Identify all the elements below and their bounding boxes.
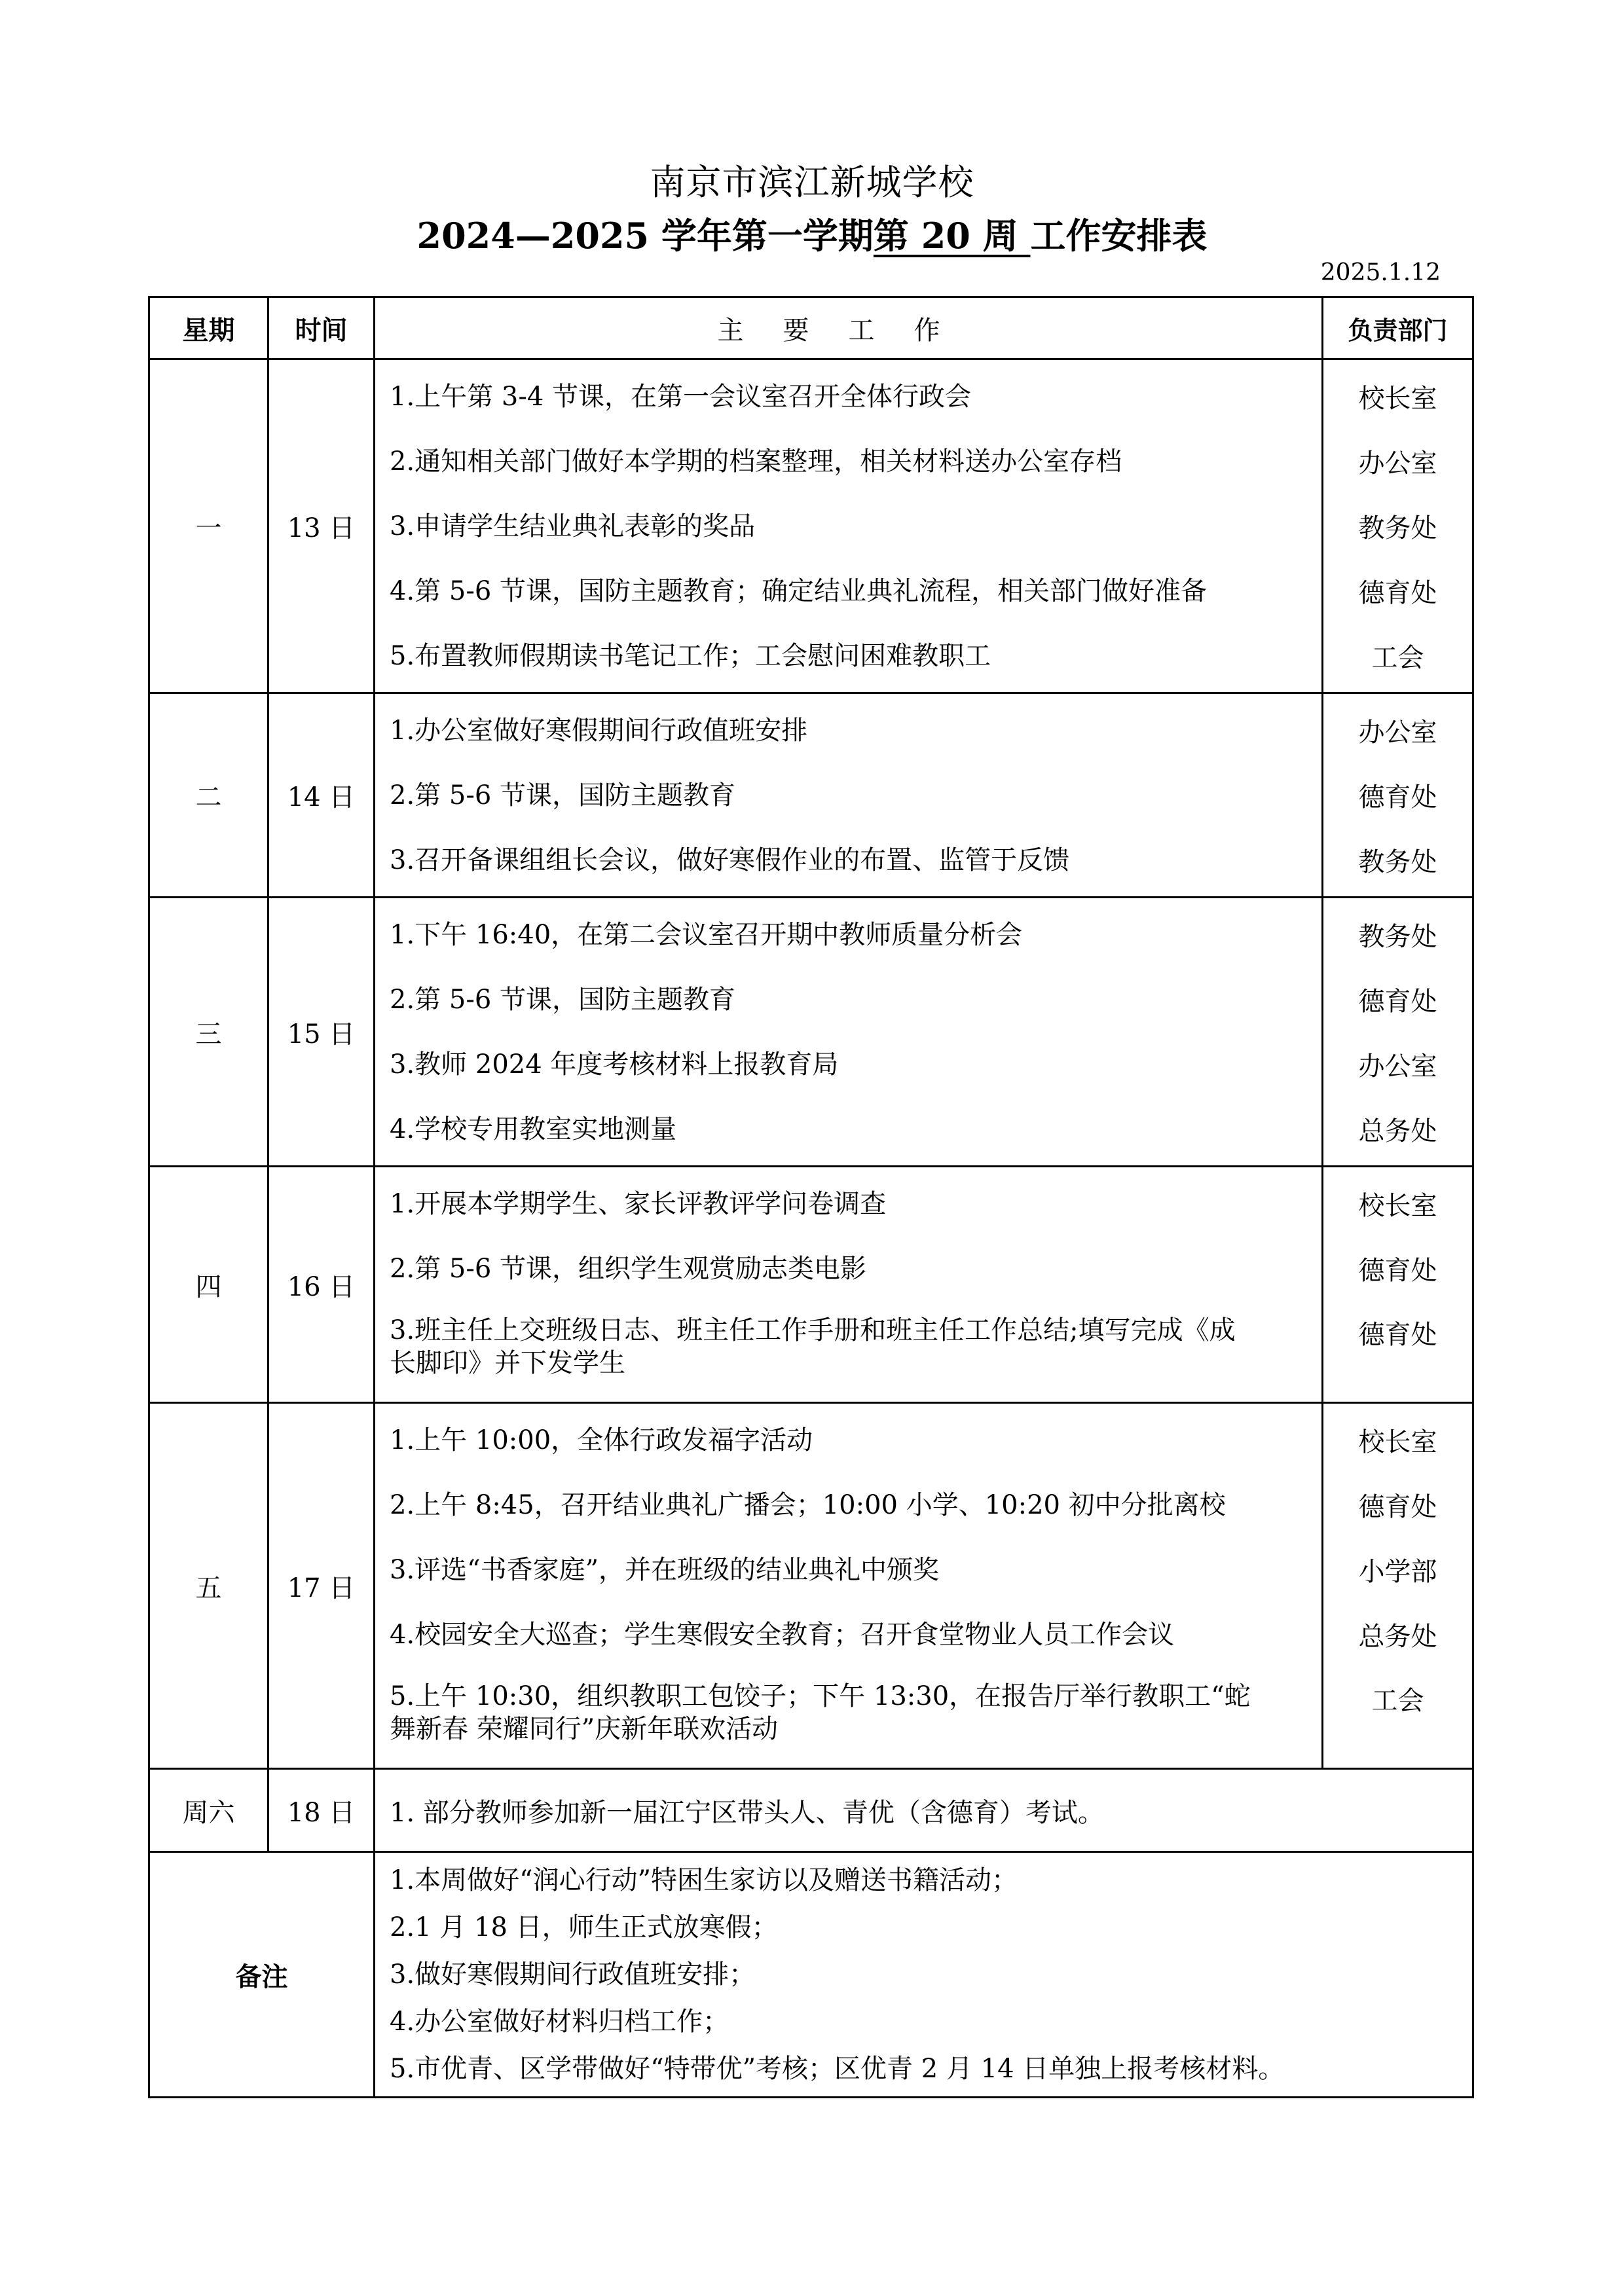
department-name: 办公室: [1358, 1051, 1437, 1082]
work-item-text: 1.上午第 3-4 节课，在第一会议室召开全体行政会: [390, 381, 972, 412]
department-name: 德育处: [1358, 1256, 1437, 1286]
work-item-text: 3.召开备课组组长会议，做好寒假作业的布置、监管于反馈: [390, 845, 1070, 875]
work-item: [390, 763, 1314, 828]
work-item-text: 2.上午 8:45，召开结业典礼广播会；10:00 小学、10:20 初中分批离校: [390, 1489, 1226, 1520]
department-name: 工会: [1371, 1686, 1424, 1716]
document-title: [0, 208, 1624, 259]
department-name: 教务处: [1358, 513, 1437, 543]
document-date: 2025.1.12: [1320, 259, 1441, 286]
work-item-text-wrap: [390, 1252, 866, 1285]
header-main-work: 主要工作: [375, 297, 1323, 359]
work-item: [390, 828, 1314, 892]
weekday-cell: 三: [149, 898, 268, 1167]
header-weekday: 星期: [149, 297, 268, 359]
department-name: 总务处: [1358, 1116, 1437, 1146]
schedule-table: [148, 296, 1474, 2098]
day-row: [149, 1167, 1473, 1403]
work-item: [390, 364, 1314, 429]
work-item: [390, 1301, 1314, 1398]
work-item: [390, 558, 1314, 623]
department-name: 校长室: [1358, 1427, 1437, 1457]
work-item-text-wrap: [390, 919, 1022, 951]
day-row: [149, 898, 1473, 1167]
work-item-text-wrap: [390, 1618, 1174, 1651]
department-name: 德育处: [1358, 782, 1437, 812]
weekday-cell: 一: [149, 359, 268, 693]
work-item-text-wrap: [390, 510, 755, 543]
title-week: 第 20 周: [873, 215, 1031, 257]
work-item-text: 4.学校专用教室实地测量: [390, 1114, 677, 1144]
work-item-text: 3.教师 2024 年度考核材料上报教育局: [390, 1049, 839, 1080]
school-name: 南京市滨江新城学校: [650, 162, 974, 203]
work-item-text-wrap: [390, 714, 807, 747]
department-name: 教务处: [1358, 847, 1437, 877]
work-items-cell: [375, 898, 1323, 1167]
work-item-text-wrap: [390, 1554, 939, 1586]
work-item-text-wrap: [390, 380, 971, 413]
title-suffix: 工作安排表: [1030, 215, 1208, 257]
saturday-date: 18 日: [268, 1769, 375, 1852]
work-item-text-wrap: [390, 575, 1207, 608]
header-time: 时间: [268, 297, 375, 359]
work-item-text: 1.上午 10:00，全体行政发福字活动: [390, 1425, 813, 1455]
work-item-text-wrap: [390, 1680, 1251, 1745]
day-row: [149, 693, 1473, 898]
department-name: 教务处: [1358, 922, 1437, 952]
work-item-text-wrap: [390, 779, 735, 812]
department-name: 德育处: [1358, 578, 1437, 608]
date-cell: 14 日: [268, 693, 375, 898]
header-row: [149, 297, 1473, 359]
work-item-text: 1.下午 16:40，在第二会议室召开期中教师质量分析会: [390, 919, 1023, 950]
work-item: [390, 902, 1314, 967]
work-item-text: 3.评选“书香家庭”，并在班级的结业典礼中颁奖: [390, 1554, 940, 1585]
department-name: 办公室: [1358, 718, 1437, 748]
work-item-text-wrap: [390, 1424, 813, 1457]
work-item: [390, 494, 1314, 558]
saturday-work: 1. 部分教师参加新一届江宁区带头人、青优（含德育）考试。: [375, 1769, 1473, 1852]
work-item: [390, 698, 1314, 763]
header-department: 负责部门: [1323, 297, 1473, 359]
work-item-text: 5.上午 10:30，组织教职工包饺子；下午 13:30，在报告厅举行教职工“蛇: [390, 1681, 1251, 1711]
work-item-text-wrap: [390, 445, 1122, 478]
note-item: 1.本周做好“润心行动”特困生家访以及赠送书籍活动；: [390, 1865, 1018, 1895]
work-item: [390, 1408, 1314, 1472]
date-cell: 13 日: [268, 359, 375, 693]
department-cell: [1323, 359, 1473, 693]
note-item: 5.市优青、区学带做好“特带优”考核；区优青 2 月 14 日单独上报考核材料。: [390, 2054, 1285, 2084]
work-item-text-wrap: [390, 1048, 838, 1081]
department-name: 校长室: [1358, 384, 1437, 414]
note-item: 3.做好寒假期间行政值班安排；: [390, 1959, 756, 1990]
work-item-text: 4.校园安全大巡查；学生寒假安全教育；召开食堂物业人员工作会议: [390, 1619, 1175, 1650]
department-cell: [1323, 1403, 1473, 1769]
department-name: 校长室: [1358, 1191, 1437, 1221]
work-items-cell: [375, 693, 1323, 898]
note-item: 2.1 月 18 日，师生正式放寒假；: [390, 1912, 778, 1942]
department-cell: [1323, 693, 1473, 898]
work-item: [390, 1032, 1314, 1097]
date-cell: 15 日: [268, 898, 375, 1167]
note-item: 4.办公室做好材料归档工作；: [390, 2007, 729, 2037]
weekday-cell: 四: [149, 1167, 268, 1403]
work-item-text: 3.班主任上交班级日志、班主任工作手册和班主任工作总结;填写完成《成: [390, 1315, 1236, 1345]
work-item: [390, 623, 1314, 688]
work-item-text-continued: 舞新春 荣耀同行”庆新年联欢活动: [390, 1714, 779, 1744]
work-items-cell: [375, 359, 1323, 693]
work-item-text-wrap: [390, 983, 735, 1016]
department-name: 工会: [1371, 643, 1424, 673]
saturday-weekday: 周六: [149, 1769, 268, 1852]
day-row: [149, 1403, 1473, 1769]
work-item-text: 5.布置教师假期读书笔记工作；工会慰问困难教职工: [390, 640, 991, 671]
work-item-text: 2.第 5-6 节课，国防主题教育: [390, 984, 736, 1015]
notes-list: [375, 1852, 1473, 2098]
day-rows: [149, 359, 1473, 1769]
work-item: [390, 1097, 1314, 1161]
date-cell: 17 日: [268, 1403, 375, 1769]
work-item: [390, 1667, 1314, 1764]
weekday-cell: 五: [149, 1403, 268, 1769]
work-item-text-wrap: [390, 1188, 886, 1220]
work-items-cell: [375, 1167, 1323, 1403]
department-name: 办公室: [1358, 448, 1437, 479]
work-item: [390, 429, 1314, 494]
work-item: [390, 1602, 1314, 1667]
department-name: 德育处: [1358, 1320, 1437, 1350]
department-name: 总务处: [1358, 1622, 1437, 1652]
work-item-text: 3.申请学生结业典礼表彰的奖品: [390, 511, 756, 541]
work-item-text: 4.第 5-6 节课，国防主题教育；确定结业典礼流程，相关部门做好准备: [390, 575, 1208, 606]
work-item-text: 2.第 5-6 节课，组织学生观赏励志类电影: [390, 1253, 867, 1284]
work-items-cell: [375, 1403, 1323, 1769]
work-item-text-wrap: [390, 1314, 1236, 1379]
work-item: [390, 1472, 1314, 1537]
work-item-text: 1.办公室做好寒假期间行政值班安排: [390, 715, 808, 746]
work-item: [390, 967, 1314, 1032]
work-item: [390, 1171, 1314, 1236]
work-item-text: 2.通知相关部门做好本学期的档案整理，相关材料送办公室存档: [390, 446, 1122, 477]
department-cell: [1323, 898, 1473, 1167]
weekday-cell: 二: [149, 693, 268, 898]
work-item-text-continued: 长脚印》并下发学生: [390, 1348, 625, 1378]
department-cell: [1323, 1167, 1473, 1403]
title-prefix: 2024—2025 学年第一学期: [416, 215, 874, 257]
work-item-text-wrap: [390, 844, 1069, 877]
work-item-text-wrap: [390, 640, 991, 672]
department-name: 小学部: [1358, 1557, 1437, 1587]
work-item-text-wrap: [390, 1489, 1226, 1522]
department-name: 德育处: [1358, 1492, 1437, 1522]
work-item-text-wrap: [390, 1113, 676, 1146]
notes-row: [149, 1852, 1473, 2098]
work-item: [390, 1537, 1314, 1602]
work-item-text: 2.第 5-6 节课，国防主题教育: [390, 780, 736, 811]
date-cell: 16 日: [268, 1167, 375, 1403]
notes-label: 备注: [149, 1852, 375, 2098]
work-item-text: 1.开展本学期学生、家长评教评学问卷调查: [390, 1188, 887, 1219]
department-name: 德育处: [1358, 987, 1437, 1017]
day-row: [149, 359, 1473, 693]
notes-items: [390, 1857, 1464, 2092]
saturday-row: [149, 1769, 1473, 1852]
work-item: [390, 1236, 1314, 1301]
